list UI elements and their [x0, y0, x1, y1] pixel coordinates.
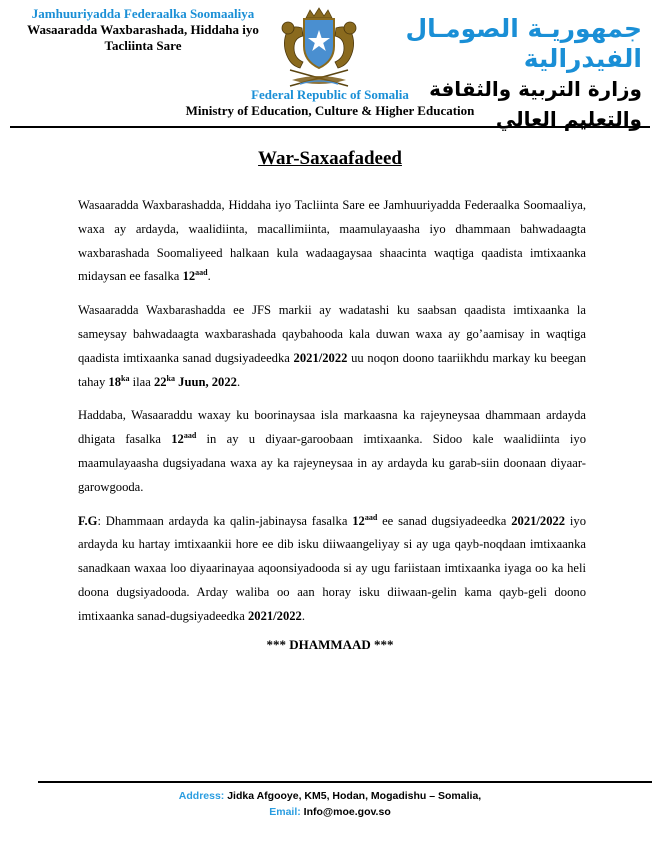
- paragraph-end: .: [301, 608, 305, 623]
- letterhead: [0, 0, 660, 131]
- paragraph-4-text-b: ee sanad dugsiyadeedka: [377, 513, 512, 528]
- footer: [0, 788, 660, 820]
- email-text: Info@moe.gov.so: [300, 806, 391, 818]
- paragraph-end: .: [207, 269, 211, 284]
- paragraph-1-text: Wasaaradda Waxbarashadda, Hiddaha iyo Tacliinta Sare ee Jamhuuriyadda Federaalka Soomaaliya, waxa ay ardayda, waalidiinta, macallimiinta, maamulayaasha iyo dhammaan bahwadaagta waxbarashada Soomaliyeed halkaan kula wadaagaysaa shaacinta waqtiga qaadista imtixaanka midaysan ee fasalka: [78, 198, 586, 284]
- end-date-suffix: ka: [166, 373, 175, 383]
- paragraph-1: [78, 194, 586, 289]
- document-body: [78, 194, 586, 639]
- start-date-suffix: ka: [121, 373, 130, 383]
- paragraph-2-text: Wasaaradda Waxbarashadda ee JFS markii ay wadatashi ku saabsan qaadista imtixaanka la sameysay bahwadaagta waxbarashada qaybahooda kala duwan waxa ay go’aamisay in waqtiga qaadista imtixaanka sanad dugsiyadeedka: [78, 303, 586, 365]
- address-text: Jidka Afgooye, KM5, Hodan, Mogadishu – Somalia,: [224, 790, 482, 802]
- arabic-ministry-name: وزارة التربية والثقافة والتعليم العالي: [429, 77, 642, 131]
- paragraph-3: [78, 404, 586, 499]
- address-label: Address:: [178, 790, 225, 802]
- school-year: 2021/2022: [511, 513, 566, 528]
- letterhead-english: [0, 87, 660, 119]
- document-title: War-Saxaafadeed: [258, 148, 402, 169]
- paragraph-end: .: [236, 374, 241, 389]
- arabic-republic-name: جمهوريـة الصومـال الفيدرالية: [405, 14, 642, 73]
- paragraph-4: [78, 510, 586, 629]
- school-year: 2021/2022: [293, 350, 348, 365]
- english-ministry-name: Ministry of Education, Culture & Higher Education: [185, 103, 475, 118]
- grade-suffix: aad: [195, 268, 208, 278]
- grade-suffix: aad: [364, 512, 378, 522]
- start-date: 18: [108, 374, 122, 389]
- somali-ministry-name-cont: Tacliinta Sare: [104, 38, 182, 53]
- english-republic-name: Federal Republic of Somalia: [251, 87, 409, 102]
- grade-number: 12: [182, 269, 196, 284]
- grade-number: 12: [171, 432, 184, 447]
- footer-address: [0, 788, 660, 804]
- paragraph-2-text-b: uu noqon doono taariikhdu markay ku beegan tahay: [78, 350, 586, 389]
- school-year: 2021/2022: [247, 608, 302, 623]
- paragraph-3-text-b: in ay u diyaar-garoobaan imtixaanka. Sidoo kale waalidiinta iyo maamulayaasha dugsiyadana waxa ay ka rajeyneysaa in ay ardayda ku garab-siin doonaan diyaar-garowgooda.: [78, 432, 586, 494]
- somali-ministry-name: Wasaaradda Waxbarashada, Hiddaha iyo: [27, 22, 259, 37]
- note-label: F.G: [78, 513, 98, 528]
- paragraph-3-text: Haddaba, Wasaaraddu waxay ku boorinaysaa isla markaasna ka rajeyneysaa dhammaan ardayda dhigata fasalka: [78, 408, 586, 447]
- letterhead-somali: [20, 6, 266, 54]
- paragraph-2-text-c: ilaa: [129, 374, 154, 389]
- grade-number: 12: [352, 513, 365, 528]
- exam-month-year: Juun, 2022: [175, 374, 237, 389]
- closing-mark: *** DHAMMAAD ***: [266, 637, 394, 652]
- paragraph-4-text-c: iyo ardayda ku hartay imtixaankii hore ee dib isku diiwaangeliyay si ay uga qayb-noqdaan imtixaanka sanadkaan waxaa loo diyaarinayaa aqoonsiyadooda si ay ugu fariistaan imtixaanka iyaga oo ka heli doona dugsiyadooda. Arday waliba oo aan horay isku diiwaan-gelin kama qayb-geli doono imtixaanka sanad-dugsiyadeedka: [78, 513, 586, 623]
- paragraph-4-text: : Dhammaan ardayda ka qalin-jabinaysa fasalka: [97, 513, 353, 528]
- somali-republic-name: Jamhuuriyadda Federaalka Soomaaliya: [31, 6, 255, 21]
- header-divider: [10, 126, 650, 128]
- paragraph-2: [78, 299, 586, 394]
- footer-email: [0, 804, 660, 820]
- grade-suffix: aad: [183, 430, 197, 440]
- email-label: Email:: [269, 806, 301, 818]
- end-date: 22: [153, 374, 167, 389]
- footer-divider: [38, 781, 652, 783]
